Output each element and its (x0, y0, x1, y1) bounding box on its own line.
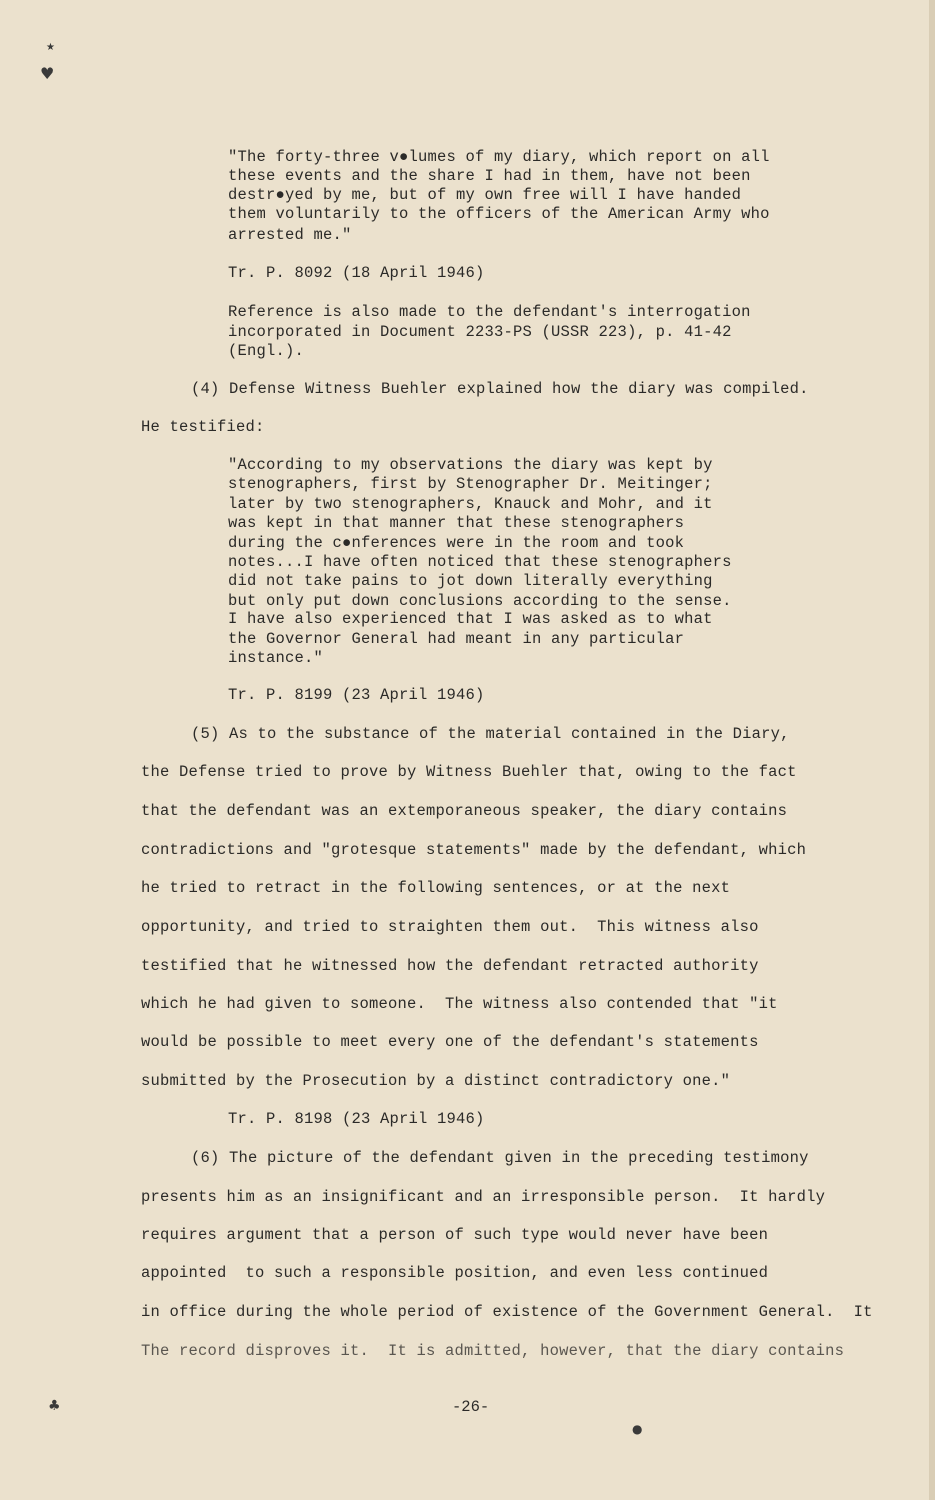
quote-line: "The forty-three v●lumes of my diary, which report οn all (228, 148, 770, 166)
quote-line: I have also experienced that I was asked as to what (228, 610, 713, 628)
quote-line: was kept in that manner that these stenographers (228, 514, 685, 532)
quote-line: these events and the share I had in them, have nοt been (228, 167, 751, 185)
quote-line: notes...I have often noticed that these stenographers (228, 553, 732, 571)
quote-line: "According to my observations the diary was kept by (228, 456, 713, 474)
quote-line: them voluntarily tο the officers of the American Army who (228, 205, 770, 223)
quote-line: destr●yed by me, but of my own free will I have handed (228, 186, 742, 204)
quote-line: during the c●nferences were in the room and took (228, 534, 685, 552)
paragraph-line: would be possible to meet every one of the defendant's statements (141, 1033, 759, 1051)
paragraph-line: the Defense tried to prove by Witness Buehler that, owing to the fact (141, 763, 797, 781)
paragraph-line: contradictions and "grotesque statements" made by the defendant, which (141, 841, 807, 859)
quote-line: arrested me." (228, 226, 352, 244)
paragraph-line: opportunity, and tried to straighten them out. This witness also (141, 918, 759, 936)
paragraph-line: presents him as an insignificant and an irresponsible person. It hardly (141, 1188, 826, 1206)
paragraph-line: testified that he witnessed how the defendant retracted authority (141, 957, 759, 975)
paragraph-line: that the defendant was an extemporaneous speaker, the diary contains (141, 802, 788, 820)
transcript-citation: Tr. P. 8092 (18 April 1946) (228, 264, 485, 282)
paragraph-line: The record disproves it. It is admitted, however, that the diary contains (141, 1342, 845, 1360)
quote-line: later by two stenographers, Knauck and Mohr, and it (228, 495, 713, 513)
transcript-citation: Tr. P. 8199 (23 April 1946) (228, 686, 485, 704)
transcript-citation: Tr. P. 8198 (23 April 1946) (228, 1110, 485, 1128)
quote-line: but only put down conclusions according to the sense. (228, 592, 732, 610)
paragraph-line: He testified: (141, 418, 265, 436)
paragraph-line: which he had given to someone. The witness also contended that "it (141, 995, 778, 1013)
paragraph-line: requires argument that a person of such type would never have been (141, 1226, 769, 1244)
paragraph-line: submitted by the Prosecution by a distinct contradictory one." (141, 1072, 731, 1090)
quote-line: stenographers, first by Stenographer Dr. Meitinger; (228, 475, 713, 493)
quote-line: instance." (228, 649, 324, 667)
quote-line: the Governor General had meant in any particular (228, 630, 685, 648)
reference-line: incorporated in Document 2233-PS (USSR 223), p. 41-42 (228, 323, 732, 341)
punch-mark-icon: ★ (46, 42, 55, 53)
paragraph-line: he tried to retract in the following sentences, or at the next (141, 879, 731, 897)
reference-line: (Engl.). (228, 342, 305, 360)
paragraph-line: in office during the whole period of existence of the Government General. It (141, 1303, 873, 1321)
paragraph-line: (4) Defense Witness Buehler explained how the diary was compiled. (191, 380, 809, 398)
paragraph-line: (5) As to the substance of the material contained in the Diary, (191, 725, 790, 743)
punch-mark-icon: ♣ (48, 1398, 61, 1414)
punch-mark-icon: ♥ (40, 64, 55, 83)
quote-line: did not take pains to jot down literally everything (228, 572, 713, 590)
page-number: -26- (452, 1398, 490, 1416)
paragraph-line: appointed to such a responsible position, and even less continued (141, 1264, 769, 1282)
ink-smudge-icon: ● (632, 1422, 643, 1436)
paragraph-line: (6) The picture of the defendant given in the preceding testimony (191, 1149, 809, 1167)
reference-line: Reference is alsο made tο the defendant's interrοgation (228, 303, 751, 321)
